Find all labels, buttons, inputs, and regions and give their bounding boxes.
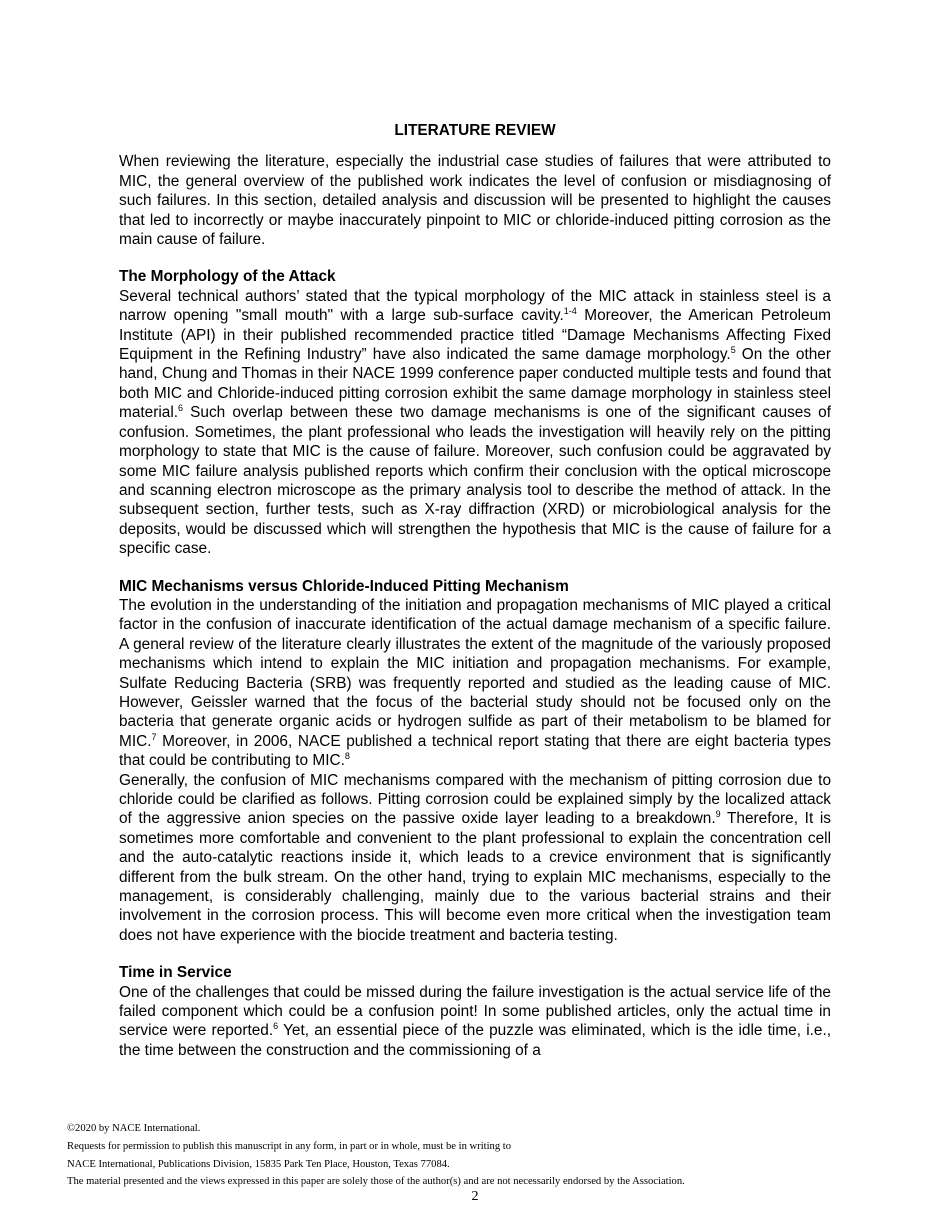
service-heading: Time in Service: [119, 964, 232, 982]
spacer: [119, 559, 831, 577]
reference-superscript: 6: [178, 403, 184, 414]
text-span: One of the challenges that could be missed during the failure investigation is the actual service life of the failed component which could be a confusion point! In some published articles, only the actual time in service were reported.: [119, 983, 831, 1040]
page-footer: [67, 1120, 897, 1191]
text-span: Moreover, in 2006, NACE published a technical report stating that there are eight bacteria types that could be contributing to MIC.: [119, 732, 831, 770]
section-title: LITERATURE REVIEW: [394, 122, 556, 139]
service-paragraph: [119, 983, 831, 1061]
text-span: The evolution in the understanding of the initiation and propagation mechanisms of MIC played a critical factor in the confusion of inaccurate identification of the actual damage mechanism of a specific failure. A general review of the literature clearly illustrates the extent of the magnitude of the variously proposed mechanisms which intend to explain the MIC initiation and propagation mechanisms. For example, Sulfate Reducing Bacteria (SRB) was frequently reported and studied as the leading cause of MIC. However, Geissler warned that the focus of the bacterial study should not be focused only on the bacteria that generate organic acids or hydrogen sulfide as part of their metabolism to be blamed for MIC.: [119, 596, 831, 750]
mechanisms-paragraph: [119, 596, 831, 771]
text-span: Such overlap between these two damage mechanisms is one of the significant causes of confusion. Sometimes, the plant professional who leads the investigation will heavily rely on the pitting morphology to state that MIC is the cause of failure. Moreover, such confusion could be aggravated by some MIC failure analysis published reports which confirm their conclusion with the optical microscope and scanning electron microscope as the primary analysis tool to describe the method of attack. In the subsequent section, further tests, such as X-ray diffraction (XRD) or microbiological analysis for the deposits, would be discussed which will strengthen the hypothesis that MIC is the cause of failure for a specific case.: [119, 404, 831, 558]
permission-notice: Requests for permission to publish this manuscript in any form, in part or in whole, must be in writing to: [67, 1140, 512, 1152]
main-content: [119, 121, 831, 1060]
mechanisms-paragraph-2: [119, 771, 831, 946]
reference-superscript: 8: [344, 751, 350, 762]
mechanisms-heading: MIC Mechanisms versus Chloride-Induced Pitting Mechanism: [119, 577, 569, 595]
text-span: Generally, the confusion of MIC mechanisms compared with the mechanism of pitting corrosion due to chloride could be clarified as follows. Pitting corrosion could be explained simply by the localized attack of the aggressive anion species on the passive oxide layer leading to a breakdown.: [119, 771, 831, 828]
intro-paragraph: When reviewing the literature, especially the industrial case studies of failures that were attributed to MIC, the general overview of the published work indicates the level of confusion or misdiagnosing of such failures. In this section, detailed analysis and discussion will be presented to highlight the causes that led to incorrectly or maybe inaccurately pinpoint to MIC or chloride-induced pitting corrosion as the main cause of failure.: [119, 153, 831, 249]
text-span: Several technical authors’ stated that the typical morphology of the MIC attack in stainless steel is a narrow opening "small mouth" with a large sub-surface cavity.: [119, 287, 831, 325]
morphology-heading: The Morphology of the Attack: [119, 268, 336, 286]
spacer: [119, 249, 831, 267]
reference-superscript: 6: [273, 1021, 279, 1032]
spacer: [119, 945, 831, 963]
text-span: Therefore, It is sometimes more comfortable and convenient to the plant professional to explain the concentration cell and the auto-catalytic reactions inside it, which leads to a crevice environment that is significantly different from the bulk stream. On the other hand, trying to explain MIC mechanisms, especially to the management, is considerably challenging, mainly due to the various bacterial strains and their involvement in the corrosion process. This will become even more critical when the investigation team does not have experience with the biocide treatment and bacteria testing.: [119, 810, 831, 944]
reference-superscript: 1-4: [563, 306, 577, 317]
permission-address: NACE International, Publications Division, 15835 Park Ten Place, Houston, Texas 77084.: [67, 1158, 450, 1170]
reference-superscript: 9: [715, 809, 721, 820]
page-number: 2: [471, 1189, 479, 1204]
copyright-notice: ©2020 by NACE International.: [67, 1123, 201, 1134]
morphology-paragraph: [119, 287, 831, 559]
reference-superscript: 5: [730, 344, 736, 355]
text-span: Moreover, the American Petroleum Institute (API) in their published recommended practice titled “Damage Mechanisms Affecting Fixed Equipment in the Refining Industry” have also indicated the same damage morphology.: [119, 307, 832, 364]
disclaimer-notice: The material presented and the views expressed in this paper are solely those of the author(s) and are not necessarily endorsed by the Association.: [67, 1176, 685, 1188]
reference-superscript: 7: [151, 731, 157, 742]
text-span: On the other hand, Chung and Thomas in their NACE 1999 conference paper conducted multiple tests and found that both MIC and Chloride-induced pitting corrosion exhibit the same damage morphology in stainless steel material.: [119, 346, 831, 422]
text-span: Yet, an essential piece of the puzzle was eliminated, which is the idle time, i.e., the time between the construction and the commissioning of a: [119, 1022, 831, 1059]
